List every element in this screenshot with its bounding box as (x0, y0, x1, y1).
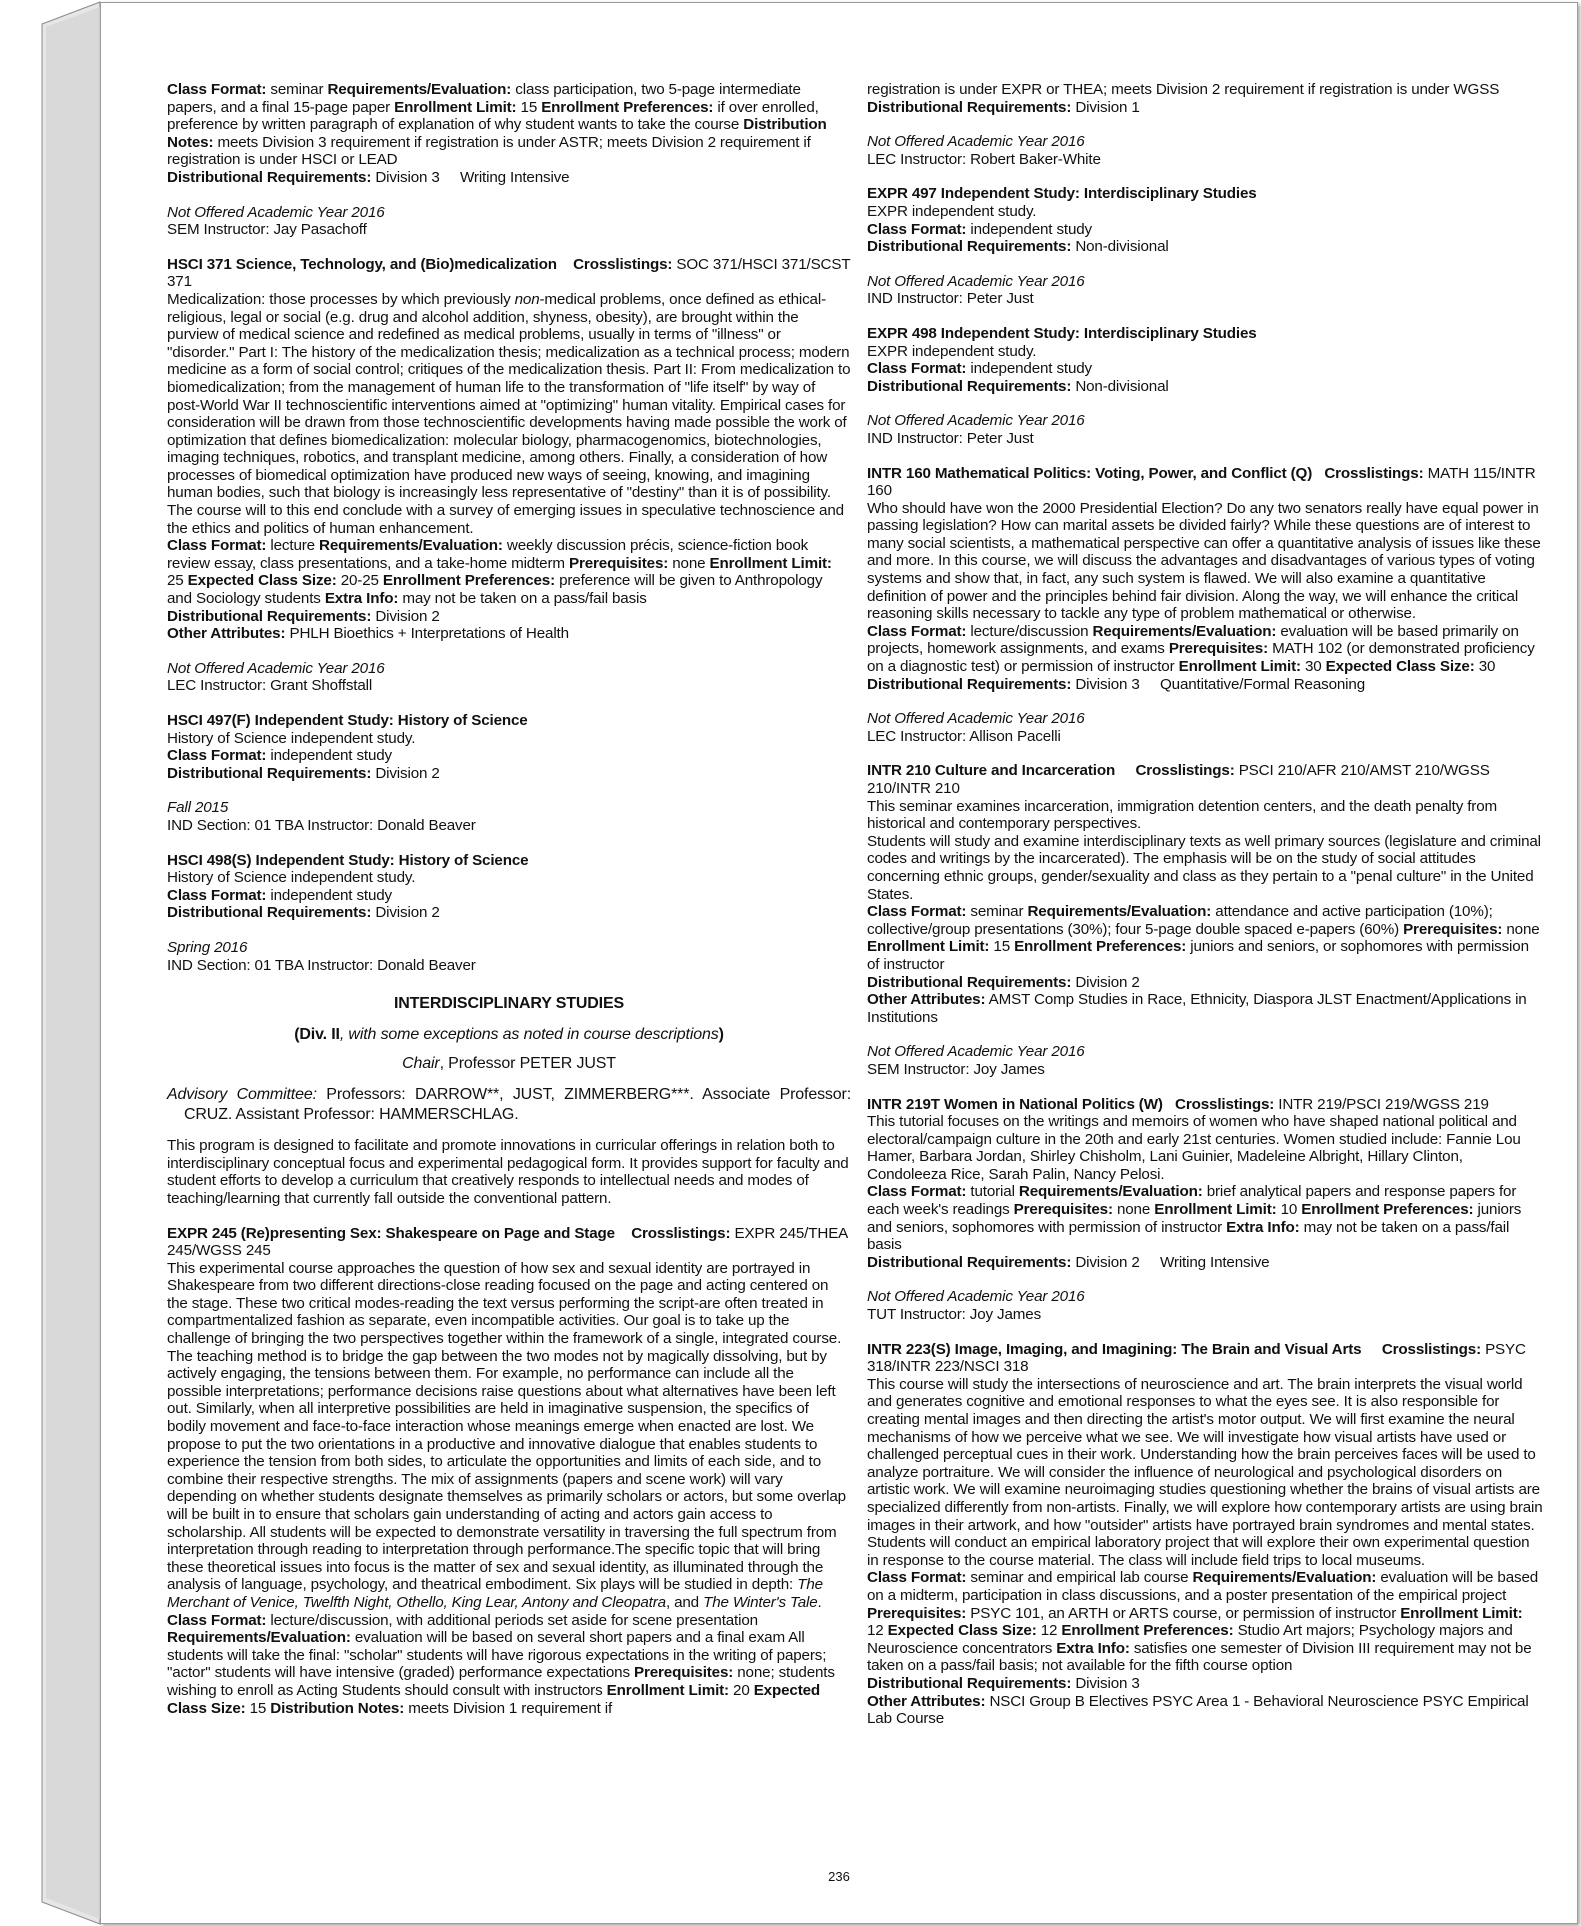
course-details: Requirements/Evaluation: evaluation will be based on several short papers and a final exam All students will take the final: "scholar" students will have rigorous expectations in the writing of papers; "actor" students will have intensive (graded) performance expectations Prerequisites: none; students wishing to enroll as Acting Students should consult with instructors Enrollment Limit: 20 Expected Class Size: 15 Distribution Notes: meets Division 1 requirement if (167, 1629, 835, 1717)
course-intr-223 (867, 1341, 1543, 1728)
crosslistings: EXPR 245/THEA 245/WGSS 245 (167, 1224, 848, 1260)
offered-term: Not Offered Academic Year 2016 (867, 1288, 1085, 1306)
course-description: This seminar examines incarceration, immigration detention centers, and the death penalty from historical and contemporary perspectives. (867, 797, 1498, 833)
course-title: INTR 219T Women in National Politics (W) (867, 1095, 1163, 1113)
crosslistings: MATH 115/INTR 160 (867, 464, 1536, 500)
dist-requirements: Distributional Requirements: Division 3 Writing Intensive (167, 168, 570, 186)
course-details: Class Format: seminar and empirical lab course Requirements/Evaluation: evaluation will be based on a midterm, participation in class discussions, and a poster presentation of the empirical project Prerequisites: PSYC 101, an ARTH or ARTS course, or permission of instructor Enrollment Limit: 12 Expected Class Size: 12 Enrollment Preferences: Studio Art majors; Psychology majors and Neuroscience concentrators Extra Info: satisfies one semester of Division III requirement may not be taken on a pass/fail basis; not available for the fifth course option (867, 1569, 1539, 1675)
offered-term: Not Offered Academic Year 2016 (167, 659, 385, 677)
course-title: HSCI 497(F) Independent Study: History of Science (167, 712, 528, 729)
course-description: This experimental course approaches the question of how sex and sexual identity are portrayed in Shakespeare from two different directions-close reading focused on the page and acting centered on the stage. These two critical modes-reading the text versus performing the script-are often treated in compartmentalized fashion as separate, even incompatible activities. Our goal is to take up the challenge of bringing the two perspectives together within the framework of a single, integrated course. The teaching method is to bridge the gap between the two modes not by magically dissolving, but by actively engaging, the tensions between them. For example, no performance can include all the possible interpretations; performance decisions raise questions about what alternatives have been left out. Similarly, when all interpretive possibilities are held in imaginative suspension, the specifics of bodily movement and face-to-face interaction whose meanings emerge when enacted are lost. We propose to put the two orientations in a productive and innovative dialogue that enables students to experience the tension from both sides, to articulate the opportunities and limits of each side, and to combine their respective strengths. The mix of assignments (papers and scene work) will vary depending on whether students designate themselves as primarily scholars or actors, but some overlap will be built in to ensure that scholars gain understanding of acting and actors gain access to scholarship. All students will be expected to demonstrate versatility in traversing the full spectrum from interpretation through reading to interpretation through performance.The specific topic that will bring these theoretical issues into focus is the matter of sex and sexual identity, as illuminated through the analysis of language, psychology, and theatrical embodiment. Six plays will be studied in depth: The Merchant of Venice, Twelfth Night, Othello, King Lear, Antony and Cleopatra, and The Winter's Tale. (167, 1259, 846, 1611)
course-title-line: INTR 219T Women in National Politics (W) Crosslistings: INTR 219/PSCI 219/WGSS 219 (867, 1095, 1489, 1113)
course-details: Class Format: seminar Requirements/Evaluation: class participation, two 5-page intermediate papers, and a final 15-page paper Enrollment Limit: 15 Enrollment Preferences: if over enrolled, preference by written paragraph of explanation of why student wants to take the course Distribution Notes: meets Division 3 requirement if registration is under ASTR; meets Division 2 requirement if registration is under HSCI or LEAD (167, 81, 827, 169)
crosslistings: PSYC 318/INTR 223/NSCI 318 (867, 1340, 1526, 1376)
section-instructor: IND Instructor: Peter Just (867, 429, 1034, 447)
section-heading: INTERDISCIPLINARY STUDIES (393, 995, 625, 1013)
dist-requirements: Distributional Requirements: Division 2 Writing Intensive (867, 1253, 1270, 1271)
course-details: Class Format: independent study (867, 360, 1092, 378)
course-details: Class Format: independent study (167, 747, 392, 765)
course-title: HSCI 371 Science, Technology, and (Bio)medicalization (167, 255, 557, 273)
course-details: Class Format: independent study (167, 886, 392, 904)
course-intr-219 (867, 1096, 1543, 1272)
course-details: Class Format: tutorial Requirements/Evaluation: brief analytical papers and response papers for each week's readings Prerequisites: none Enrollment Limit: 10 Enrollment Preferences: juniors and seniors, sophomores with permission of instructor Extra Info: may not be taken on a pass/fail basis (867, 1183, 1522, 1254)
dist-requirements: Distributional Requirements: Division 3 Quantitative/Formal Reasoning (867, 675, 1366, 693)
course-details: Class Format: seminar Requirements/Evaluation: attendance and active participation (10%); collective/group presentations (30%); four 5-page double spaced e-papers (60%) Prerequisites: none Enrollment Limit: 15 Enrollment Preferences: juniors and seniors, or sophomores with permission of instructor (867, 903, 1540, 973)
course-details: Class Format: independent study (867, 220, 1092, 238)
right-column (867, 81, 1543, 1745)
course-title: EXPR 498 Independent Study: Interdisciplinary Studies (867, 324, 1257, 342)
left-column (167, 81, 851, 1734)
offered-term: Not Offered Academic Year 2016 (867, 272, 1085, 290)
course-details: Class Format: lecture/discussion Requirements/Evaluation: evaluation will be based primarily on projects, homework assignments, and exams Prerequisites: MATH 102 (or demonstrated proficiency on a diagnostic test) or permission of instructor Enrollment Limit: 30 Expected Class Size: 30 (867, 622, 1535, 676)
offered-term: Not Offered Academic Year 2016 (867, 1043, 1085, 1061)
dist-requirements: Distributional Requirements: Division 2 (167, 764, 440, 782)
course-intr-210 (867, 762, 1543, 1026)
crosslistings: PSCI 210/AFR 210/AMST 210/WGSS 210/INTR 210 (867, 762, 1490, 797)
course-description: History of Science independent study. (167, 729, 416, 747)
advisory-committee: Advisory Committee: Professors: DARROW**, JUST, ZIMMERBERG***. Associate Professor: CRUZ. Assistant Professor: HAMMERSCHLAG. (167, 1086, 852, 1124)
course-description: Who should have won the 2000 Presidential Election? Do any two senators really have equal power in passing legislation? How can marital assets be divided fairly? While these questions are of interest to many social scientists, a mathematical perspective can offer a quantitative analysis of issues like these and more. In this course, we will discuss the advantages and disadvantages of various types of voting systems and show that, in fact, any such system is flawed. We will also examine a quantitative definition of power and the principles behind fair division. Along the way, we will enhance the critical reasoning skills necessary to tackle any type of problem mathematical or otherwise. (867, 499, 1541, 623)
course-title-line: INTR 223(S) Image, Imaging, and Imagining: The Brain and Visual Arts Crosslistings: PSYC 318/INTR 223/NSCI 318 (867, 1340, 1526, 1376)
other-attributes: Other Attributes: PHLH Bioethics + Interpretations of Health (167, 625, 569, 643)
section-instructor: IND Section: 01 TBA Instructor: Donald Beaver (167, 956, 476, 974)
section-instructor: SEM Instructor: Jay Pasachoff (167, 221, 367, 239)
course-description-2: Students will study and examine interdisciplinary texts as well primary sources (legislature and criminal codes and writings by the incarcerated). The emphasis will be on the study of social attitudes concerning ethnic groups, gender/sexuality and class as they pertain to a "penal culture" in the United States. (867, 832, 1541, 903)
section-instructor: IND Instructor: Peter Just (867, 290, 1034, 308)
other-attributes: Other Attributes: AMST Comp Studies in Race, Ethnicity, Diaspora JLST Enactment/Applications in Institutions (867, 991, 1527, 1026)
astr-course-tail (167, 81, 851, 187)
hsci-371-offering (167, 660, 851, 695)
page-number: 236 (828, 1869, 850, 1884)
course-title: INTR 223(S) Image, Imaging, and Imagining: The Brain and Visual Arts (867, 1340, 1362, 1358)
dist-requirements: Distributional Requirements: Division 2 (167, 904, 440, 922)
course-format: Class Format: lecture/discussion, with additional periods set aside for scene presentation (167, 1611, 758, 1629)
interdisciplinary-studies-header (167, 994, 851, 1207)
course-title: HSCI 498(S) Independent Study: History of Science (167, 851, 529, 869)
offered-term: Spring 2016 (167, 938, 248, 956)
offered-term: Not Offered Academic Year 2016 (167, 203, 385, 221)
expr-245-tail (867, 81, 1543, 116)
section-instructor: IND Section: 01 TBA Instructor: Donald Beaver (167, 816, 476, 834)
section-instructor: SEM Instructor: Joy James (867, 1060, 1045, 1078)
course-description: Medicalization: those processes by which previously non-medical problems, once defined as ethical-religious, legal or social (e.g. drug and alcohol addition, shyness, obesity), are brought within the purview of medical science and redefined as medical problems, usually in terms of "illness" or "disorder." Part I: The history of the medicalization thesis; medicalization as a technical process; modern medicine as a form of social control; critiques of the medicalization thesis. Part II: From medicalization to biomedicalization; from the management of human life to the transformation of "life itself" by way of post-World War II technoscientific interventions aimed at "optimizing" human vitality. Empirical cases for consideration will be drawn from those technoscientific developments having made possible the work of optimization that defines biomedicalization: molecular biology, pharmacogenomics, biotechnologies, imaging techniques, robotics, and transplant medicine, among others. Finally, a consideration of how processes of biomedical optimization have produced new ways of seeing, knowing, and imagining human bodies, such that biology is increasingly less representative of "destiny" than it is of possibility. The course will to this end conclude with a survey of emerging issues in speculative technoscience and the ethics and politics of human enhancement. (167, 290, 851, 537)
intr-210-offering (867, 1043, 1543, 1078)
program-description: This program is designed to facilitate and promote innovations in curricular offerings in relation both to interdisciplinary conceptual focus and experimental pedagogical form. It provides support for faculty and student efforts to develop a curriculum that creatively responds to intellectual needs and modes of teaching/learning that currently fall outside the conventional pattern. (167, 1137, 849, 1207)
course-title-line: HSCI 371 Science, Technology, and (Bio)medicalization Crosslistings: SOC 371/HSCI 371/SCST 371 (167, 255, 851, 291)
offered-term: Not Offered Academic Year 2016 (867, 412, 1085, 430)
course-title: EXPR 245 (Re)presenting Sex: Shakespeare on Page and Stage (167, 1224, 615, 1242)
division-note: (Div. II, with some exceptions as noted in course descriptions) (294, 1026, 724, 1044)
course-expr-245 (167, 1225, 851, 1718)
section-instructor: LEC Instructor: Grant Shoffstall (167, 677, 373, 695)
course-title: INTR 160 Mathematical Politics: Voting, Power, and Conflict (Q) (867, 464, 1313, 482)
dist-requirements: Distributional Requirements: Division 2 (867, 973, 1140, 991)
expr-497-offering (867, 273, 1543, 308)
offered-term: Not Offered Academic Year 2016 (867, 710, 1085, 728)
section-instructor: LEC Instructor: Allison Pacelli (867, 727, 1061, 745)
intr-160-offering (867, 710, 1543, 745)
astr-offering (167, 204, 851, 239)
course-expr-497 (867, 185, 1543, 255)
course-description: EXPR independent study. (867, 342, 1037, 360)
dist-requirements: Distributional Requirements: Division 1 (867, 98, 1140, 116)
course-title: EXPR 497 Independent Study: Interdisciplinary Studies (867, 185, 1257, 203)
hsci-498-offering (167, 939, 851, 974)
section-instructor: TUT Instructor: Joy James (867, 1306, 1042, 1324)
dist-requirements: Distributional Requirements: Division 2 (167, 607, 440, 625)
course-intr-160 (867, 465, 1543, 694)
course-hsci-498 (167, 852, 851, 922)
offered-term: Not Offered Academic Year 2016 (867, 133, 1085, 151)
course-title-line: INTR 160 Mathematical Politics: Voting, Power, and Conflict (Q) Crosslistings: MATH 115/INTR 160 (867, 464, 1536, 500)
course-description: This tutorial focuses on the writings and memoirs of women who have shaped national political and electoral/campaign culture in the 20th and early 21st centuries. Women studied include: Fannie Lou Hamer, Barbara Jordan, Shirley Chisholm, Lani Guinier, Madeleine Albright, Hillary Clinton, Condoleeza Rice, Sarah Palin, Nancy Pelosi. (867, 1113, 1521, 1183)
expr-498-offering (867, 412, 1543, 447)
expr-245-offering (867, 133, 1543, 168)
course-hsci-497 (167, 712, 851, 782)
hsci-497-offering (167, 799, 851, 834)
chair-line: Chair, Professor PETER JUST (402, 1055, 616, 1073)
crosslistings: SOC 371/HSCI 371/SCST 371 (167, 255, 851, 291)
catalog-page (100, 2, 1578, 1924)
course-details: Class Format: lecture Requirements/Evaluation: weekly discussion précis, science-fiction book review essay, class presentations, and a take-home midterm Prerequisites: none Enrollment Limit: 25 Expected Class Size: 20-25 Enrollment Preferences: preference will be given to Anthropology and Sociology students Extra Info: may not be taken on a pass/fail basis (167, 537, 832, 608)
course-expr-498 (867, 325, 1543, 395)
course-title-line: EXPR 245 (Re)presenting Sex: Shakespeare on Page and Stage Crosslistings: EXPR 245/THEA 245/WGSS 245 (167, 1224, 848, 1260)
offered-term: Fall 2015 (167, 799, 229, 817)
crosslistings: INTR 219/PSCI 219/WGSS 219 (1278, 1095, 1489, 1113)
course-hsci-371 (167, 256, 851, 643)
intr-219-offering (867, 1288, 1543, 1323)
course-title-line: INTR 210 Culture and Incarceration Crosslistings: PSCI 210/AFR 210/AMST 210/WGSS 210/INTR 210 (867, 762, 1490, 797)
other-attributes: Other Attributes: NSCI Group B Electives PSYC Area 1 - Behavioral Neuroscience PSYC Empirical Lab Course (867, 1692, 1529, 1728)
course-title: INTR 210 Culture and Incarceration (867, 762, 1116, 780)
course-description: EXPR independent study. (867, 202, 1037, 220)
dist-requirements: Distributional Requirements: Division 3 (867, 1674, 1140, 1692)
dist-requirements: Distributional Requirements: Non-divisional (867, 377, 1169, 395)
distribution-notes-continued: registration is under EXPR or THEA; meets Division 2 requirement if registration is under WGSS (867, 81, 1500, 98)
course-description: History of Science independent study. (167, 869, 416, 887)
section-instructor: LEC Instructor: Robert Baker-White (867, 150, 1101, 168)
dist-requirements: Distributional Requirements: Non-divisional (867, 238, 1169, 256)
course-description: This course will study the intersections of neuroscience and art. The brain interprets the visual world and generates cognitive and emotional responses to what the eyes see. It is also responsible for creating mental images and then directing the artist's motor output. We will first examine the neural mechanisms of how we perceive what we see. We will investigate how visual artists have used or challenged perceptual cues in their work. Understanding how the brain perceives faces will be used to analyze portraiture. We will consider the influence of neurological and psychological disorders on artistic work. We will examine neuroimaging studies questioning whether the brains of visual artists are specialized differently from non-artists. Finally, we will explore how contemporary artists are using brain images in their artwork, and how "outsider" artists have portrayed brain syndromes and mental states. Students will conduct an empirical laboratory project that will explore their own experimental question in response to the course material. The class will include field trips to local museums. (867, 1375, 1543, 1569)
